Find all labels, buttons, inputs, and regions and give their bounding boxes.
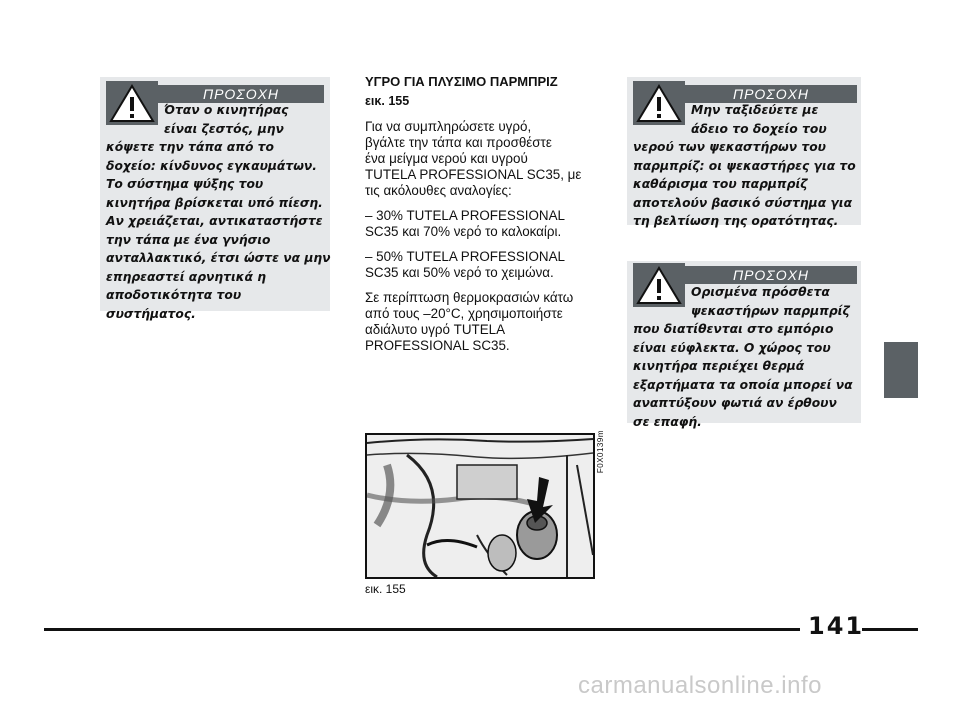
text-line: – 30% TUTELA PROFESSIONAL (365, 208, 565, 223)
warning-line: τη βελτίωση της ορατότητας. (633, 214, 839, 228)
photo-code: F0X0139m (596, 430, 605, 474)
text-line: – 50% TUTELA PROFESSIONAL (365, 249, 565, 264)
engine-bay-illustration (367, 435, 593, 577)
engine-bay-photo (365, 433, 595, 579)
footer-rule-right (862, 628, 918, 631)
warning-line: ανταλλακτικό, έτσι ώστε να μην (106, 251, 331, 265)
warning-line: κινητήρα βρίσκεται υπό πίεση. (106, 195, 323, 210)
warning-line: ψεκαστήρων παρμπρίζ (691, 303, 850, 318)
paragraph (365, 249, 615, 281)
warning-line: Αν χρειάζεται, αντικαταστήστε (106, 214, 323, 228)
warning-line: συστήματος. (106, 306, 196, 321)
warning-text (106, 101, 331, 323)
text-line: TUTELA PROFESSIONAL SC35, με (365, 167, 582, 182)
warning-line: καθάρισμα του παρμπρίζ (633, 177, 808, 191)
warning-line: Το σύστημα ψύξης του (106, 177, 264, 191)
text-line: SC35 και 70% νερό το καλοκαίρι. (365, 224, 562, 239)
warning-box-left (100, 77, 331, 321)
paragraph (365, 290, 615, 354)
warning-line: είναι εύφλεκτα. Ο χώρος του (633, 340, 831, 355)
warning-header: ΠΡΟΣΟΧΗ (158, 85, 324, 103)
warning-box-right-top (627, 77, 861, 228)
warning-line: νερού των ψεκαστήρων του (633, 140, 826, 154)
warning-line: που διατίθενται στο εμπόριο (633, 322, 834, 336)
text-line: τις ακόλουθες αναλογίες: (365, 183, 512, 198)
warning-line: αναπτύξουν φωτιά αν έρθουν (633, 396, 837, 410)
text-line: βγάλτε την τάπα και προσθέστε (365, 135, 552, 150)
text-line: Σε περίπτωση θερμοκρασιών κάτω (365, 290, 574, 305)
figure-caption: εικ. 155 (365, 582, 406, 596)
warning-line: εξαρτήματα τα οποία μπορεί να (633, 377, 853, 392)
paragraph (365, 119, 615, 199)
warning-line: άδειο το δοχείο του (691, 121, 827, 136)
section-figure-ref: εικ. 155 (365, 94, 410, 108)
warning-line: Ορισμένα πρόσθετα (691, 285, 830, 299)
warning-line: επηρεαστεί αρνητικά η (106, 269, 267, 284)
page-number: 141 (808, 612, 865, 640)
text-line: Για να συμπληρώσετε υγρό, (365, 119, 532, 134)
section-body (365, 74, 615, 354)
text-line: από τους –20°C, χρησιμοποιήστε (365, 306, 563, 321)
warning-line: Μην ταξιδεύετε με (691, 103, 819, 117)
warning-line: αποδοτικότητα του (106, 288, 242, 302)
text-line: SC35 και 50% νερό το χειμώνα. (365, 265, 554, 280)
text-line: PROFESSIONAL SC35. (365, 338, 510, 353)
section-title: ΥΓΡΟ ΓΙΑ ΠΛΥΣΙΜΟ ΠΑΡΜΠΡΙΖ (365, 74, 558, 89)
warning-header: ΠΡΟΣΟΧΗ (685, 85, 857, 103)
warning-line: κόψετε την τάπα από το (106, 140, 274, 154)
warning-header: ΠΡΟΣΟΧΗ (685, 266, 857, 284)
footer-rule-left (44, 628, 800, 631)
warning-text (633, 101, 856, 231)
warning-line: την τάπα με ένα γνήσιο (106, 232, 271, 247)
warning-line: δοχείο: κίνδυνος εγκαυμάτων. (106, 158, 317, 173)
warning-line: παρμπρίζ: οι ψεκαστήρες για το (633, 158, 856, 173)
watermark: carmanualsonline.info (578, 672, 822, 699)
paragraph (365, 208, 615, 240)
warning-line: αποτελούν βασικό σύστημα για (633, 195, 853, 210)
warning-box-right-bottom (627, 261, 861, 429)
warning-text (633, 283, 853, 431)
warning-line: κινητήρα περιέχει θερμά (633, 359, 805, 373)
warning-line: Όταν ο κινητήρας (164, 103, 289, 117)
text-line: αδιάλυτο υγρό TUTELA (365, 322, 506, 337)
section-tab (884, 342, 918, 398)
warning-line: σε επαφή. (633, 414, 702, 429)
warning-line: είναι ζεστός, μην (164, 121, 284, 136)
text-line: ένα μείγμα νερού και υγρού (365, 151, 528, 166)
